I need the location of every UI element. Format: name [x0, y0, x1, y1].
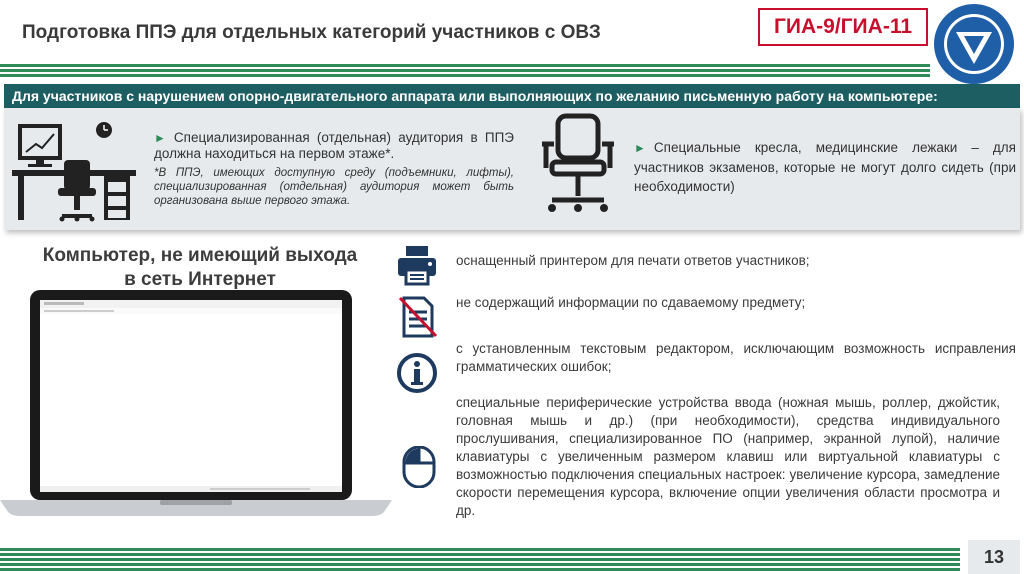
mouse-icon	[398, 446, 440, 488]
page-title: Подготовка ППЭ для отдельных категорий участников с ОВЗ	[22, 22, 601, 43]
bullet-arrow-icon: ►	[634, 141, 646, 155]
bullet-arrow-icon: ►	[154, 131, 166, 145]
info-panel	[4, 108, 1020, 230]
first-floor-footnote: *В ППЭ, имеющих доступную среду (подъемники, лифты), специализированная (отдельная) аудитория может быть организована выше первого этажа.	[154, 167, 514, 207]
first-floor-requirement: ► Специализированная (отдельная) аудитория в ППЭ должна находиться на первом этаже*.	[154, 130, 514, 161]
feature-no-subject-info: не содержащий информации по сдаваемому предмету;	[456, 295, 806, 310]
special-chairs-item: ► Специальные кресла, медицинские лежаки – для участников экзаменов, которые не могут долго сидеть (при необходимости)	[634, 140, 1016, 194]
feature-text-editor: с установленным текстовым редактором, исключающим возможность исправления грамматических ошибок;	[456, 341, 1016, 374]
exam-badge: ГИА-9/ГИА-11	[758, 8, 928, 46]
quality-center-logo	[932, 2, 1016, 86]
feature-peripheral-devices: специальные периферические устройства ввода (ножная мышь, роллер, джойстик, головная мышь и др.) (при необходимости), средства индивидуального прослушивания, специализированное ПО (например, экранной лупой), наличие клавиатуры с увеличенным размером клавиш или виртуальной клавиатуры с возможностью подключения специальных настроек: увеличение курсора, замедление скорости перемещения курсора, включение опции увеличения области просмотра и др.	[456, 395, 1000, 518]
computer-heading: Компьютер, не имеющий выхода в сеть Интернет	[42, 245, 358, 290]
feature-printer: оснащенный принтером для печати ответов участников;	[456, 253, 810, 268]
desk-illustration	[12, 118, 140, 222]
page-number: 13	[968, 540, 1020, 574]
header-stripes	[0, 64, 930, 78]
laptop-illustration	[0, 290, 392, 518]
info-icon	[396, 352, 438, 394]
section-band: Для участников с нарушением опорно-двигательного аппарата или выполняющих по желанию письменную работу на компьютере:	[4, 84, 1020, 108]
office-chair-illustration	[538, 112, 618, 216]
printer-icon	[396, 244, 438, 286]
no-document-icon	[396, 296, 438, 338]
footer-stripes	[0, 548, 960, 573]
